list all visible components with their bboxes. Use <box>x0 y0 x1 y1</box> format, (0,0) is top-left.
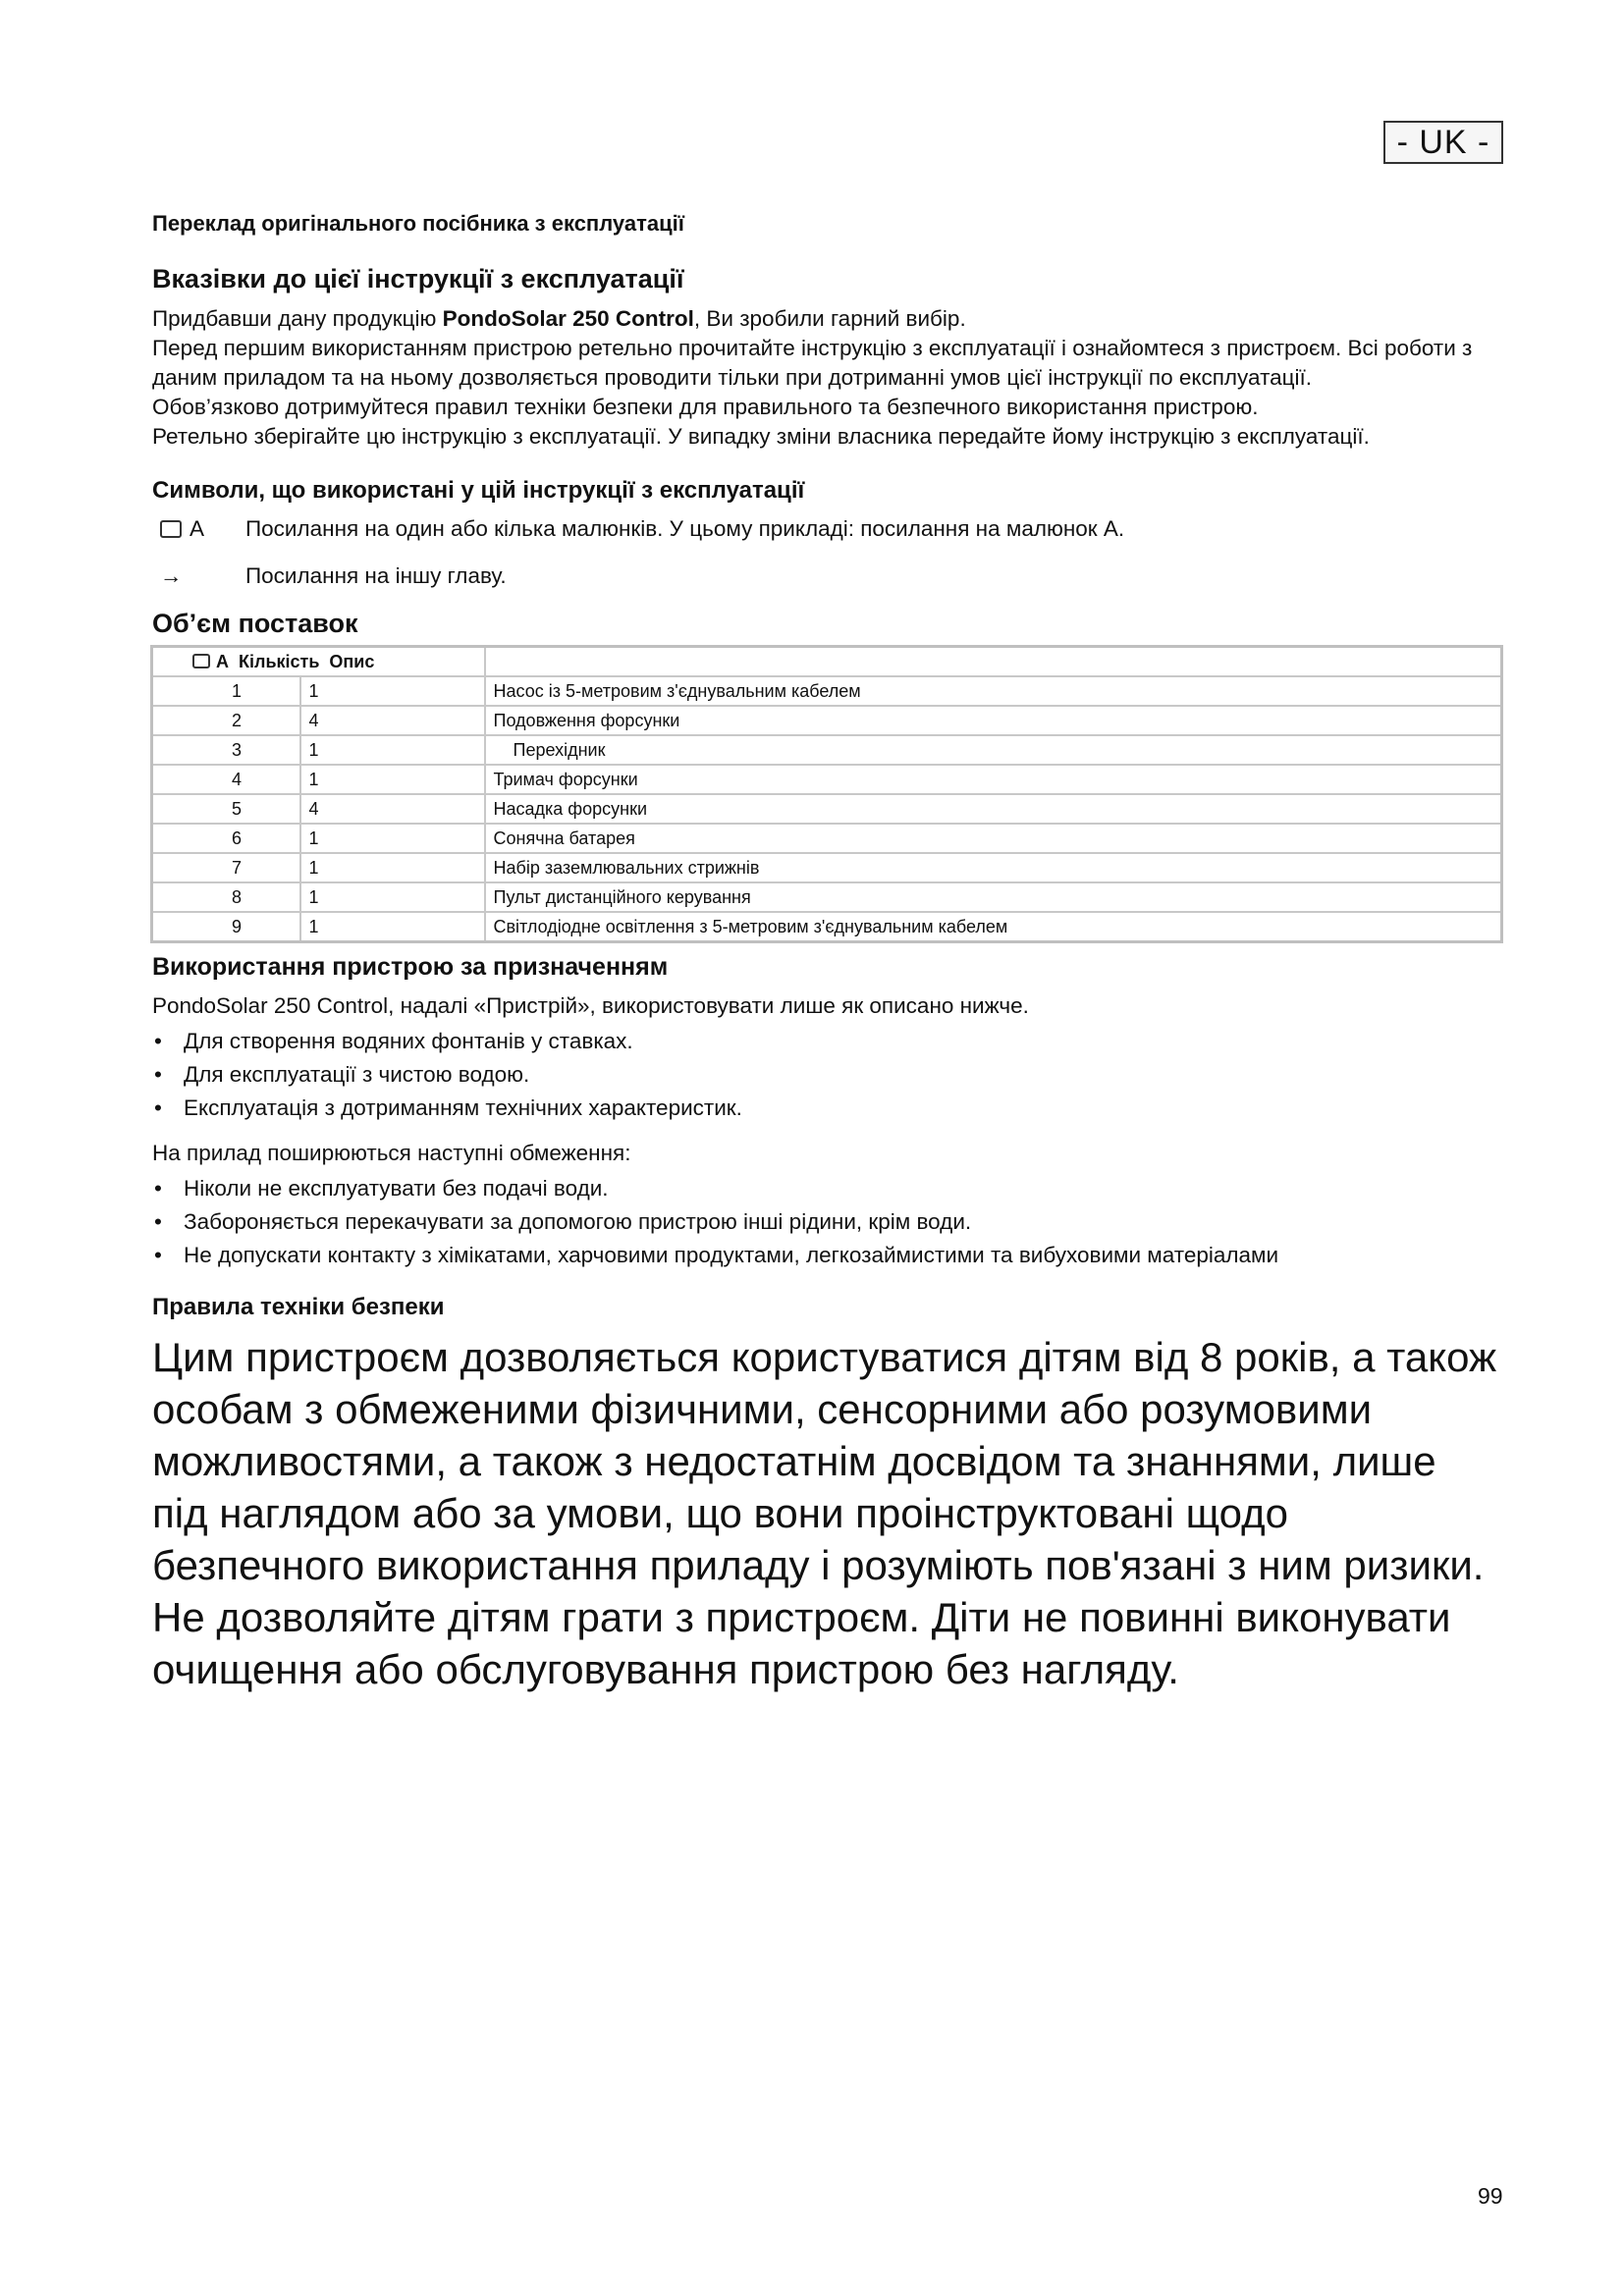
table-row: 1 1 Насос із 5-метровим з'єднувальним кабелем <box>152 676 1502 706</box>
instructions-keep-note: Ретельно зберігайте цю інструкцію з експлуатації. У випадку зміни власника передайте йому інструкцію з експлуатації. <box>152 424 1370 449</box>
figure-box-icon <box>192 654 210 668</box>
symbol-description: Посилання на іншу главу. <box>245 563 507 588</box>
symbols-heading: Символи, що використані у цій інструкції з експлуатації <box>152 477 805 504</box>
symbol-row-arrow <box>152 561 1502 591</box>
page-number: 99 <box>1478 2183 1503 2209</box>
symbol-row-figure: A Посилання на один або кілька малюнків. У цьому прикладі: посилання на малюнок A. <box>152 514 1502 544</box>
list-item: • Для експлуатації з чистою водою. <box>152 1058 1502 1092</box>
table-header-row <box>152 647 1502 677</box>
instructions-intro: Придбавши дану продукцію PondoSolar 250 Control, Ви зробили гарний вибір. <box>152 306 966 331</box>
instructions-heading: Вказівки до цієї інструкції з експлуатації <box>152 264 684 294</box>
table-row: 8 1 Пульт дистанційного керування <box>152 882 1502 912</box>
table-row: 9 1 Світлодіодне освітлення з 5-метровим з'єднувальним кабелем <box>152 912 1502 942</box>
table-header-qty: A Кількість Опис <box>152 647 485 677</box>
list-item: • Забороняється перекачувати за допомогою пристрою інші рідини, крім води. <box>152 1205 1502 1239</box>
safety-text: Цим пристроєм дозволяється користуватися дітям від 8 років, а також особам з обмеженими фізичними, сенсорними або розумовими можливостями, а також з недостатнім досвідом та знаннями, лише під наглядом або за умови, що вони проінструктовані щодо безпечного використання приладу і розуміють пов'язані з ним ризики. Не дозволяйте дітям грати з пристроєм. Діти не повинні виконувати очищення або обслуговування пристрою без нагляду. <box>152 1334 1497 1692</box>
table-row: 4 1 Тримач форсунки <box>152 765 1502 794</box>
table-row: 6 1 Сонячна батарея <box>152 824 1502 853</box>
product-name: PondoSolar 250 Control <box>442 306 694 331</box>
language-badge: - UK - <box>1383 121 1503 164</box>
table-header-description <box>485 647 1502 677</box>
arrow-right-icon: → <box>160 563 183 588</box>
page-content <box>152 211 1502 1695</box>
table-row: 3 1 Перехідник <box>152 735 1502 765</box>
uses-list <box>152 1025 1502 1125</box>
instructions-safety-note: Обов’язково дотримуйтеся правил техніки безпеки для правильного та безпечного використання пристрою. <box>152 395 1259 419</box>
scope-table <box>150 645 1503 943</box>
instructions-read-first: Перед першим використанням пристрою ретельно прочитайте інструкцію з експлуатації і ознайомтеся з пристроєм. Всі роботи з даним приладом та на ньому дозволяється проводити тільки при дотриманні умов цієї інструкції по експлуатації. <box>152 336 1473 390</box>
list-item: • Ніколи не експлуатувати без подачі води. <box>152 1172 1502 1205</box>
document-subtitle: Переклад оригінального посібника з експлуатації <box>152 211 684 236</box>
list-item: • Експлуатація з дотриманням технічних характеристик. <box>152 1092 1502 1125</box>
table-row: 7 1 Набір заземлювальних стрижнів <box>152 853 1502 882</box>
symbol-description: Посилання на один або кілька малюнків. У цьому прикладі: посилання на малюнок A. <box>245 516 1125 541</box>
figure-box-icon <box>160 520 182 538</box>
list-item: • Не допускати контакту з хімікатами, харчовими продуктами, легкозаймистими та вибуховими матеріалами <box>152 1239 1502 1272</box>
list-item: • Для створення водяних фонтанів у ставках. <box>152 1025 1502 1058</box>
intended-use-heading: Використання пристрою за призначенням <box>152 953 669 981</box>
scope-heading: Об’єм поставок <box>152 609 358 638</box>
table-row: 5 4 Насадка форсунки <box>152 794 1502 824</box>
safety-heading: Правила техніки безпеки <box>152 1294 445 1320</box>
restrictions-intro: На прилад поширюються наступні обмеження: <box>152 1141 631 1165</box>
table-row: 2 4 Подовження форсунки <box>152 706 1502 735</box>
restrictions-list <box>152 1172 1502 1272</box>
intended-use-intro: PondoSolar 250 Control, надалі «Пристрій», використовувати лише як описано нижче. <box>152 993 1029 1018</box>
